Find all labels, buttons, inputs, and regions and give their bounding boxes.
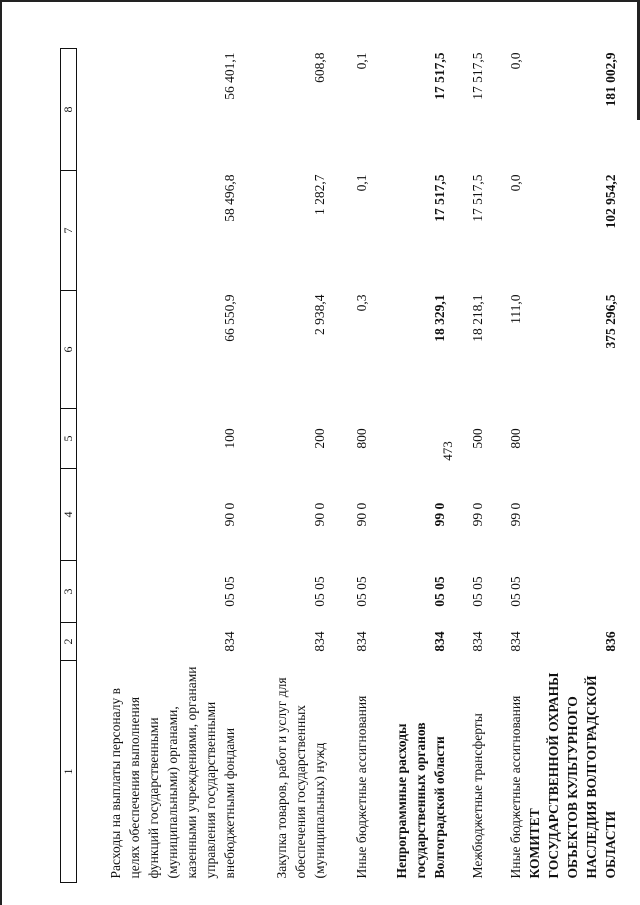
row-c7: 102 954,2: [603, 174, 618, 229]
table-row: [487, 49, 525, 883]
row-c4: 90 0: [222, 502, 237, 527]
row-c4: 90 0: [354, 502, 369, 527]
header-row: [61, 49, 77, 883]
page-number: 473: [440, 441, 455, 461]
row-name: Иные бюджетные ассигнования: [508, 695, 523, 879]
row-c4: 99 0: [470, 502, 485, 527]
row-name: Расходы на выплаты персоналу в целях обеспечения выполнения функций государственными (муниципальными) органами, казенными учреждениями, органами управления государственными внебюджетными фондами: [108, 666, 237, 879]
header-col-7: 7: [61, 171, 77, 291]
row-c2: 834: [312, 631, 327, 652]
row-name: Закупка товаров, работ и услуг для обеспечения государственных (муниципальных) нужд: [274, 677, 327, 879]
scan-edge-left: [0, 0, 2, 905]
row-c5: 100: [222, 428, 237, 449]
row-c6: 66 550,9: [222, 294, 237, 342]
row-c5: [525, 409, 620, 469]
row-c6: 0,3: [354, 294, 369, 312]
row-c5: 800: [354, 428, 369, 449]
row-name: КОМИТЕТ ГОСУДАРСТВЕННОЙ ОХРАНЫ ОБЪЕКТОВ КУЛЬТУРНОГО НАСЛЕДИЯ ВОЛГОГРАДСКОЙ ОБЛАСТИ: [527, 672, 618, 879]
row-c2: 834: [222, 631, 237, 652]
row-c2: 834: [470, 631, 485, 652]
row-c3: 05 05: [470, 576, 485, 607]
table-row: [525, 49, 620, 883]
row-c3: 05 05: [432, 576, 447, 607]
row-c5: 500: [470, 428, 485, 449]
row-c7: 58 496,8: [222, 174, 237, 222]
row-c8: 56 401,1: [222, 52, 237, 100]
row-c3: 05 05: [354, 576, 369, 607]
header-col-5: 5: [61, 409, 77, 469]
row-c3: [525, 561, 620, 623]
header-col-4: 4: [61, 469, 77, 561]
row-c2: 836: [603, 631, 618, 652]
row-c8: 17 517,5: [470, 52, 485, 100]
budget-table: [60, 48, 620, 883]
row-c4: 99 0: [432, 502, 447, 527]
row-c3: 05 05: [508, 576, 523, 607]
row-c5: 800: [508, 428, 523, 449]
row-c4: 99 0: [508, 502, 523, 527]
row-c7: 0,0: [508, 174, 523, 192]
row-c5: 200: [312, 428, 327, 449]
header-col-6: 6: [61, 291, 77, 409]
scan-edge-top: [0, 0, 640, 2]
budget-table-rotated: [60, 49, 616, 883]
row-c8: 608,8: [312, 52, 327, 83]
row-c7: 17 517,5: [470, 174, 485, 222]
row-c6: 111,0: [508, 294, 523, 324]
row-c6: 2 938,4: [312, 294, 327, 335]
row-c3: 05 05: [312, 576, 327, 607]
row-name: Непрограммные расходы государственных органов Волгоградской области: [394, 722, 447, 879]
row-c7: 17 517,5: [432, 174, 447, 222]
row-c6: 18 329,1: [432, 294, 447, 342]
row-c2: 834: [354, 631, 369, 652]
row-c6: 18 218,1: [470, 294, 485, 342]
row-c7: 1 282,7: [312, 174, 327, 215]
header-col-3: 3: [61, 561, 77, 623]
row-c2: 834: [508, 631, 523, 652]
row-c4: [525, 469, 620, 561]
row-c8: 181 002,9: [603, 52, 618, 107]
row-name: Межбюджетные трансферты: [470, 713, 485, 879]
row-c2: 834: [432, 631, 447, 652]
row-c8: 0,1: [354, 52, 369, 70]
row-c3: 05 05: [222, 576, 237, 607]
table-row: [371, 49, 449, 883]
header-col-1: 1: [61, 661, 77, 883]
header-col-2: 2: [61, 623, 77, 661]
table-row: [449, 49, 487, 883]
table-row: [77, 49, 240, 883]
row-c8: 0,0: [508, 52, 523, 70]
table-row: [329, 49, 371, 883]
table-row: [239, 49, 329, 883]
header-col-8: 8: [61, 49, 77, 171]
row-c4: 90 0: [312, 502, 327, 527]
row-name: Иные бюджетные ассигнования: [354, 695, 369, 879]
row-c8: 17 517,5: [432, 52, 447, 100]
row-c6: 375 296,5: [603, 294, 618, 349]
row-c5: [371, 409, 449, 469]
row-c7: 0,1: [354, 174, 369, 192]
